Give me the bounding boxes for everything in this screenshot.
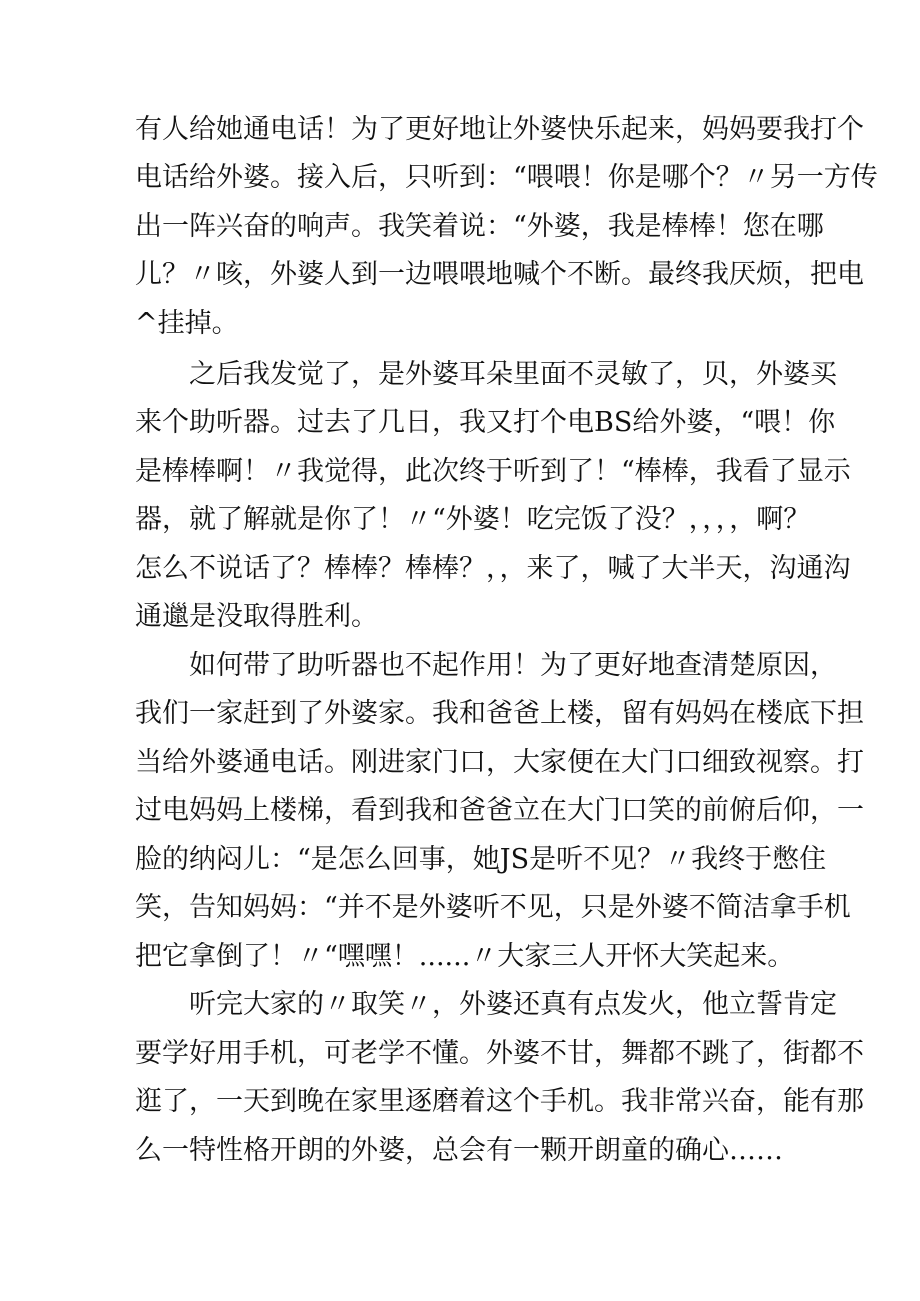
paragraph-line: ^挂掉。 (135, 308, 239, 339)
paragraph-line: 脸的纳闷儿：“是怎么回事，她JS是听不见？〃我终于憋住 (135, 844, 827, 875)
paragraph-line: 是棒棒啊！〃我觉得，此次终于听到了！“棒棒，我看了显示 (135, 456, 851, 487)
paragraph-line: 通邋是没取得胜利。 (135, 601, 378, 632)
paragraph-line: 有人给她通电话！为了更好地让外婆快乐起来，妈妈要我打个 (135, 114, 864, 145)
paragraph-line: 过电妈妈上楼梯，看到我和爸爸立在大门口笑的前俯后仰，一 (135, 795, 864, 826)
paragraph-line: 怎么不说话了？棒棒？棒棒？，，来了，喊了大半天，沟通沟 (135, 553, 851, 584)
paragraph-line: 听完大家的〃取笑〃，外婆还真有点发火，他立誓肯定 (189, 989, 837, 1020)
paragraph-line: 儿？〃咳，外婆人到一边喂喂地喊个不断。最终我厌烦，把电 (135, 259, 864, 290)
paragraph-line: 器，就了解就是你了！〃“外婆！吃完饭了没？，，，，啊？ (135, 504, 811, 535)
paragraph-line: 出一阵兴奋的响声。我笑着说：“外婆，我是棒棒！您在哪 (135, 211, 824, 242)
paragraph-line: 笑，告知妈妈：“并不是外婆听不见，只是外婆不简洁拿手机 (135, 892, 851, 923)
paragraph-line: 之后我发觉了，是外婆耳朵里面不灵敏了，贝，外婆买 (189, 359, 837, 390)
paragraph-line: 来个助听器。过去了几日，我又打个电BS给外婆，“喂！你 (135, 407, 836, 438)
paragraph-line: 要学好用手机，可老学不懂。外婆不甘，舞都不跳了，街都不 (135, 1038, 864, 1069)
paragraph-line: 电话给外婆。接入后，只听到：“喂喂！你是哪个？〃另一方传 (135, 162, 878, 193)
paragraph-line: 当给外婆通电话。刚进家门口，大家便在大门口细致视察。打 (135, 747, 864, 778)
paragraph-line: 逛了，一天到晚在家里逐磨着这个手机。我非常兴奋，能有那 (135, 1086, 864, 1117)
paragraph-line: 么一特性格开朗的外婆，总会有一颗开朗童的确心…… (135, 1135, 783, 1166)
paragraph-line: 把它拿倒了！〃“嘿嘿！......〃大家三人开怀大笑起来。 (135, 941, 795, 972)
paragraph-line: 我们一家赶到了外婆家。我和爸爸上楼，留有妈妈在楼底下担 (135, 698, 864, 729)
paragraph-line: 如何带了助听器也不起作用！为了更好地查清楚原因， (189, 650, 837, 681)
